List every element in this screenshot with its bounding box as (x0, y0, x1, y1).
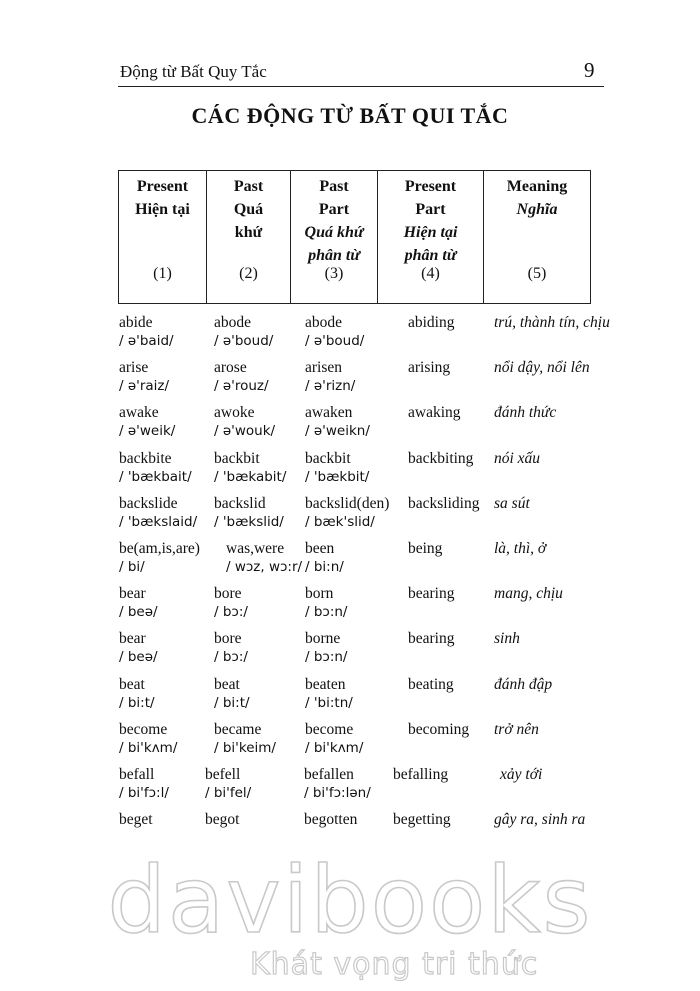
verb-meaning: sa sút (494, 494, 530, 512)
verb-present: bear (119, 630, 146, 648)
verb-past: arose (214, 359, 247, 377)
verb-ing: becoming (408, 720, 470, 738)
verb-meaning: nói xấu (494, 449, 541, 467)
verb-past-pronunciation: / ə'rouz/ (214, 378, 269, 395)
verb-meaning: đánh thức (494, 404, 557, 422)
verb-pp: been (305, 540, 335, 557)
verb-past: was,were (226, 540, 285, 557)
verb-pp: awaken (305, 404, 353, 422)
verb-past-pronunciation: / ə'wouk/ (214, 423, 276, 440)
running-header-title: Động từ Bất Quy Tắc (120, 62, 267, 81)
column-header-table (118, 170, 591, 304)
column-number: (4) (421, 265, 440, 282)
page-number: 9 (584, 58, 595, 82)
page-heading: CÁC ĐỘNG TỪ BẤT QUI TẮC (191, 103, 509, 128)
verb-ing: befalling (393, 766, 449, 783)
verb-past: awoke (214, 404, 255, 422)
verb-present-pronunciation: / bi'fɔ:l/ (119, 785, 169, 801)
verb-present: backslide (119, 494, 178, 512)
column-header-past: Past Quá khứ (2) (207, 171, 291, 304)
verb-past-pronunciation: / 'bækabit/ (214, 468, 287, 485)
verb-past-pronunciation: / bi'fel/ (205, 785, 252, 801)
verb-pp-pronunciation: / bi:n/ (305, 559, 344, 575)
verb-present-pronunciation: / 'bækslaid/ (119, 513, 198, 530)
verb-past: befell (205, 766, 241, 783)
verb-present: be(am,is,are) (119, 540, 200, 557)
verb-past-pronunciation: / 'bækslid/ (214, 513, 284, 530)
verb-pp: befallen (304, 766, 354, 783)
column-number: (2) (239, 265, 258, 282)
verb-present: bear (119, 585, 146, 603)
verb-ing: bearing (408, 585, 455, 603)
verb-ing: begetting (393, 811, 451, 829)
verb-pp-pronunciation: / ə'rizn/ (305, 378, 356, 395)
verb-present-pronunciation: / bi/ (119, 559, 145, 575)
verb-ing: beating (408, 675, 454, 693)
verb-pp-pronunciation: / bæk'slid/ (305, 513, 375, 530)
verb-pp-pronunciation: / ə'boud/ (305, 333, 365, 349)
verb-past: backbit (214, 449, 260, 467)
verb-past-pronunciation: / bɔ:/ (214, 649, 248, 666)
verb-present: arise (119, 359, 149, 377)
verb-pp-pronunciation: / bɔ:n/ (305, 604, 348, 621)
verb-present-pronunciation: / bi:t/ (119, 694, 155, 711)
verb-pp: beaten (305, 675, 346, 693)
verb-meaning: đánh đập (494, 675, 553, 693)
verb-past: bore (214, 585, 242, 603)
header-divider (118, 86, 604, 87)
verb-meaning: trở nên (494, 720, 539, 738)
verb-past: became (214, 720, 262, 738)
verb-past: bore (214, 630, 242, 648)
verb-pp: backslid(den) (305, 494, 390, 512)
verb-pp: abode (305, 314, 343, 331)
column-header-meaning: Meaning Nghĩa (5) (484, 171, 591, 304)
verb-present: abide (119, 314, 153, 331)
verb-present-pronunciation: / ə'raiz/ (119, 378, 170, 395)
verb-past: begot (205, 811, 240, 829)
watermark-slogan: Khát vọng tri thức (250, 947, 539, 982)
verb-pp: backbit (305, 449, 351, 467)
verb-pp: born (305, 585, 334, 603)
column-header-present-participle: Present Part Hiện tại phân từ (4) (378, 171, 484, 304)
verb-present: become (119, 720, 168, 738)
verb-present-pronunciation: / ə'weik/ (119, 423, 176, 440)
column-number: (5) (527, 265, 547, 282)
verb-present-pronunciation: / beə/ (119, 649, 158, 666)
watermark-brand: davibooks (107, 847, 593, 954)
verb-pp: arisen (305, 359, 343, 377)
verb-meaning: gây ra, sinh ra (494, 811, 586, 829)
verb-past-pronunciation: / wɔz, wɔ:r/ (226, 559, 303, 575)
verb-meaning: sinh (494, 630, 520, 648)
verb-ing: backbiting (408, 449, 474, 467)
verb-pp-pronunciation: / bi'kʌm/ (305, 739, 364, 756)
column-number: (1) (153, 265, 172, 282)
verb-past: abode (214, 314, 252, 331)
verb-pp-pronunciation: / 'bækbit/ (305, 468, 370, 485)
verb-pp-pronunciation: / bi'fɔ:lən/ (304, 785, 371, 801)
column-header-past-participle: Past Part Quá khứ phân từ (3) (291, 171, 378, 304)
verb-pp: begotten (304, 811, 358, 829)
verb-pp: become (305, 720, 354, 738)
verb-past-pronunciation: / bi:t/ (214, 694, 250, 711)
verb-ing: arising (408, 359, 451, 377)
verb-meaning: trú, thành tín, chịu (494, 314, 610, 331)
verb-past: backslid (214, 494, 266, 512)
verb-present-pronunciation: / 'bækbait/ (119, 468, 192, 485)
verb-ing: abiding (408, 314, 455, 331)
verb-present-pronunciation: / beə/ (119, 604, 158, 621)
verb-pp-pronunciation: / bɔ:n/ (305, 649, 348, 666)
verb-meaning: mang, chịu (494, 585, 563, 603)
verb-present: befall (119, 766, 155, 783)
verb-present-pronunciation: / bi'kʌm/ (119, 739, 178, 756)
verb-pp-pronunciation: / 'bi:tn/ (305, 694, 353, 711)
column-header-present: Present Hiện tại (1) (119, 171, 207, 304)
verb-past-pronunciation: / bɔ:/ (214, 604, 248, 621)
verb-present: beat (119, 675, 145, 693)
column-number: (3) (324, 265, 344, 282)
verb-ing: being (408, 540, 443, 557)
verb-past: beat (214, 675, 240, 693)
verb-present-pronunciation: / ə'baid/ (119, 333, 174, 349)
verb-pp-pronunciation: / ə'weikn/ (305, 423, 370, 440)
verb-meaning: xảy tới (500, 766, 543, 783)
verb-meaning: nổi dậy, nổi lên (494, 359, 590, 377)
verb-present: beget (119, 811, 153, 829)
verb-present: awake (119, 404, 159, 422)
verb-past-pronunciation: / ə'boud/ (214, 333, 274, 349)
verb-meaning: là, thì, ở (494, 540, 547, 557)
verb-pp: borne (305, 630, 341, 648)
verb-ing: backsliding (408, 494, 480, 512)
verb-past-pronunciation: / bi'keim/ (214, 739, 276, 756)
verb-ing: bearing (408, 630, 455, 648)
verb-ing: awaking (408, 404, 461, 422)
verb-present: backbite (119, 449, 172, 467)
